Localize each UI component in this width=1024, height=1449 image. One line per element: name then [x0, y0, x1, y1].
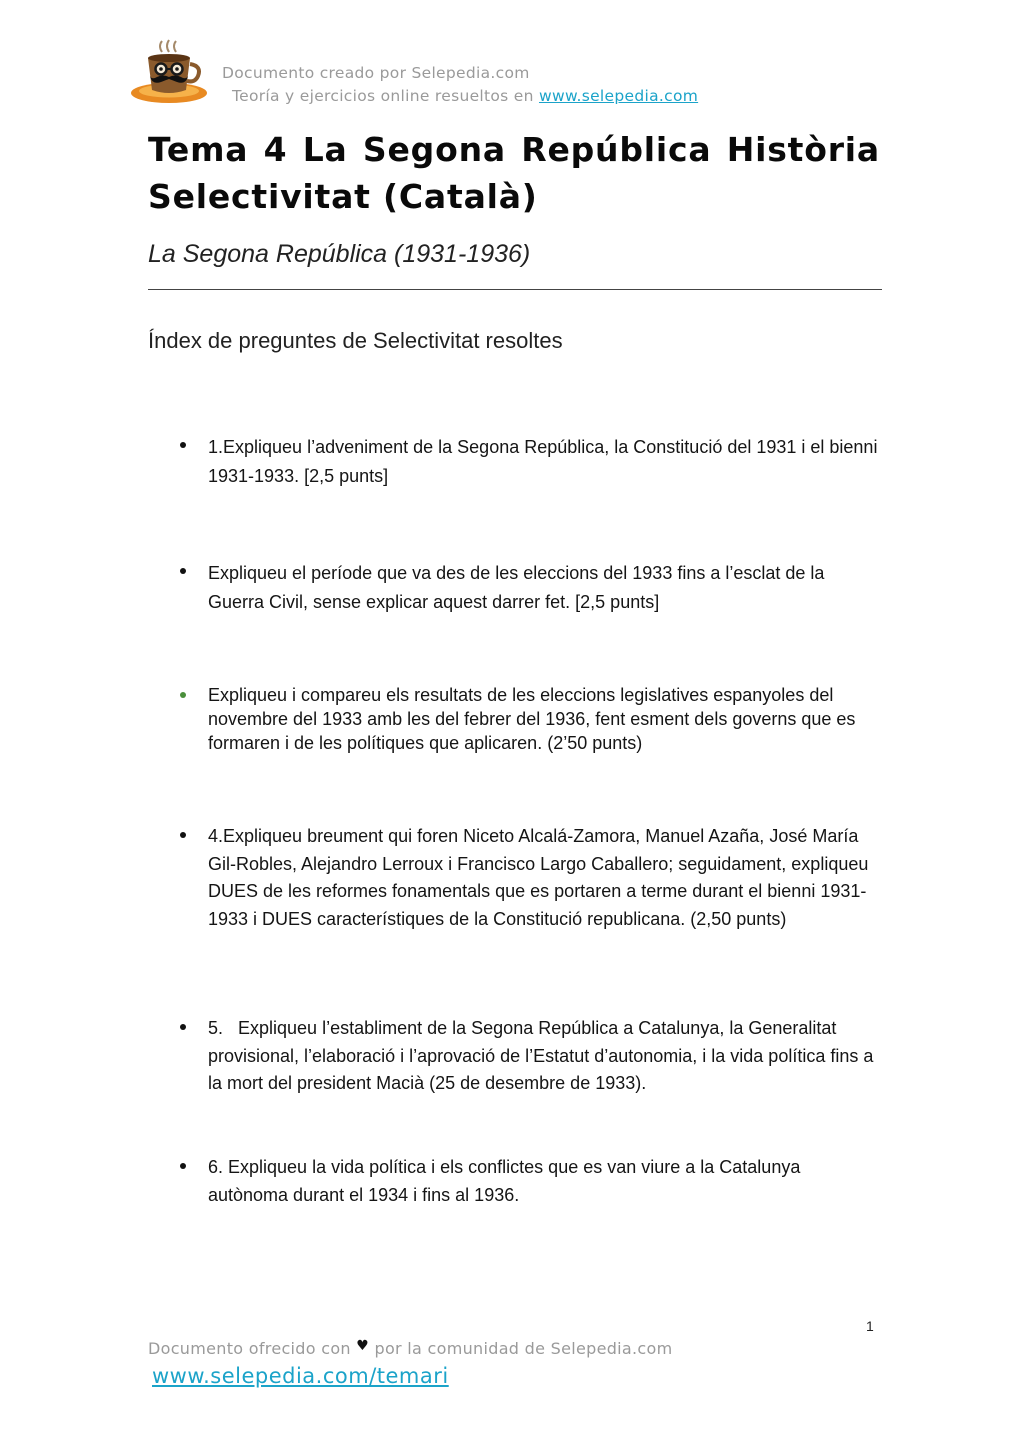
question-list-item [180, 433, 880, 491]
coffee-cup-mustache-logo-icon [128, 38, 210, 108]
question-list-item [180, 823, 880, 933]
page-number: 1 [866, 1318, 874, 1334]
document-subtitle: La Segona República (1931-1936) [148, 240, 531, 268]
footer-credit-prefix: Documento ofrecido con [148, 1339, 357, 1358]
green-bullet-icon [180, 692, 186, 698]
question-list-item [180, 683, 880, 755]
footer-temari-link[interactable]: www.selepedia.com/temari [152, 1364, 449, 1388]
question-text: Expliqueu i compareu els resultats de les eleccions legislatives espanyoles del novembre del 1933 amb les del febrer del 1936, fent esment dels governs que es formaren i de les polítiques que aplicaren. (2’50 punts) [208, 685, 856, 753]
bullet-icon [180, 832, 186, 838]
question-text: 1.Expliqueu l’adveniment de la Segona República, la Constitució del 1931 i el bienni 1931-1933. [2,5 punts] [208, 437, 878, 486]
question-text: 6. Expliqueu la vida política i els conflictes que es van viure a la Catalunya autònoma durant el 1934 i fins al 1936. [208, 1157, 801, 1205]
bullet-icon [180, 1163, 186, 1169]
heart-icon: ♥ [356, 1338, 370, 1354]
header-tagline-text: Teoría y ejercicios online resueltos en [232, 87, 539, 105]
question-text: 4.Expliqueu breument qui foren Niceto Alcalá-Zamora, Manuel Azaña, José María Gil-Robles, Alejandro Lerroux i Francisco Largo Caballero; seguidament, expliqueu DUES de les reformes fonamentals que es portaren a terme durant el bienni 1931-1933 i DUES característiques de la Constitució republicana. (2,50 punts) [208, 826, 869, 929]
footer-credit-suffix: por la comunidad de Selepedia.com [369, 1339, 673, 1358]
document-title [148, 126, 880, 220]
index-heading: Índex de preguntes de Selectivitat resoltes [148, 328, 563, 353]
question-list-item [180, 559, 880, 617]
header-website-link[interactable]: www.selepedia.com [538, 87, 699, 105]
header-tagline [232, 87, 698, 105]
bullet-icon [180, 568, 186, 574]
header-credit-text: Documento creado por Selepedia.com [222, 64, 530, 82]
horizontal-divider [148, 289, 882, 290]
question-text: 5. Expliqueu l’establiment de la Segona República a Catalunya, la Generalitat provisional, l’elaboració i l’aprovació de l’Estatut d’autonomia, i la vida política fins a la mort del president Macià (25 de desembre de 1933). [208, 1018, 879, 1093]
bullet-icon [180, 442, 186, 448]
question-list-item [180, 1154, 880, 1209]
question-text: Expliqueu el període que va des de les eleccions del 1933 fins a l’esclat de la Guerra Civil, sense explicar aquest darrer fet. [2,5 punts] [208, 563, 825, 612]
bullet-icon [180, 1024, 186, 1030]
document-title-line1: Tema 4 La Segona República Història [148, 130, 880, 169]
question-list-item [180, 1015, 880, 1098]
document-title-line2: Selectivitat (Català) [148, 177, 538, 216]
footer-credit [148, 1338, 672, 1358]
